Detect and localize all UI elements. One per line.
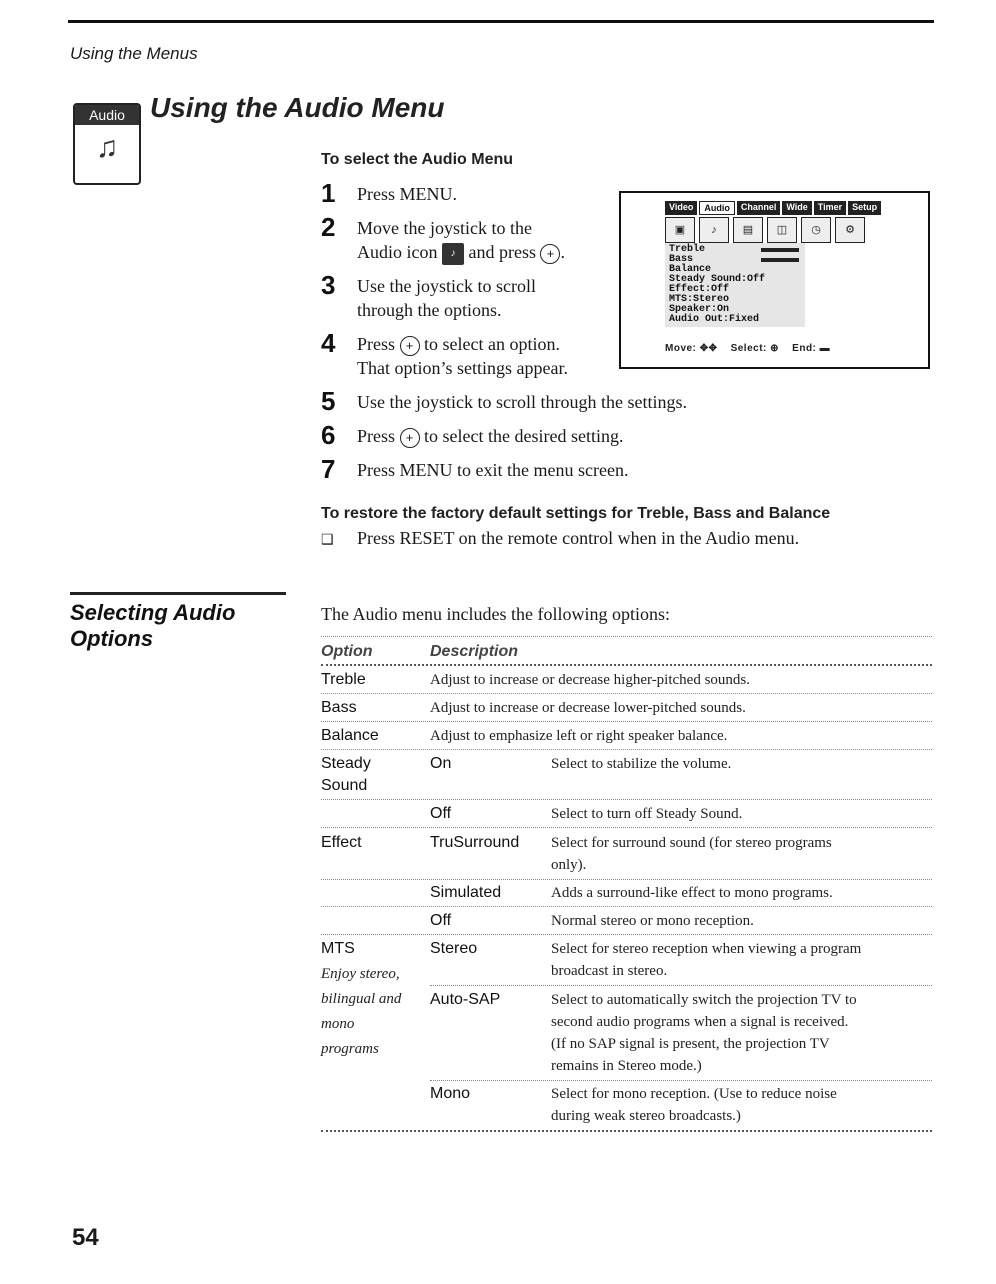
audio-icon: ♪: [442, 243, 464, 265]
select-button-icon: ⊕: [770, 343, 780, 354]
wide-icon: ◫: [767, 217, 797, 243]
joystick-button-icon: +: [540, 244, 560, 264]
table-row-description: Adjust to emphasize left or right speaker balance.: [430, 728, 728, 744]
menu-option: Speaker:On: [669, 304, 730, 315]
end-hint: End:: [792, 343, 817, 354]
step-number: 5: [321, 386, 336, 416]
section-rule: [70, 592, 286, 595]
joystick-button-icon: +: [400, 336, 420, 356]
table-rule: [321, 636, 932, 638]
step-text: Press MENU.: [357, 184, 458, 204]
step-text: Audio icon: [357, 242, 438, 262]
menu-footer: [665, 343, 830, 354]
tab-wide: Wide: [782, 201, 811, 215]
menu-option: Audio Out:Fixed: [669, 314, 760, 325]
table-row-description: Select for surround sound (for stereo programs only).: [551, 835, 832, 873]
tab-setup: Setup: [848, 201, 881, 215]
audio-menu-screen: [619, 191, 930, 369]
step-number: 1: [321, 178, 336, 208]
table-row-option: MTS: [321, 940, 355, 957]
menu-option: Effect:Off: [669, 284, 730, 295]
step-text: Press: [357, 426, 396, 446]
step-text: That option’s settings appear.: [357, 358, 568, 378]
checkbox-bullet-icon: ❑: [321, 533, 334, 548]
selecting-audio-title: [70, 600, 235, 652]
menu-tabs: [665, 201, 881, 215]
table-row-option: Treble: [321, 671, 366, 688]
table-row-option: Bass: [321, 699, 357, 716]
step-text: through the options.: [357, 300, 502, 320]
running-header: Using the Menus: [70, 44, 198, 63]
restore-instruction: [321, 528, 799, 549]
top-rule: [68, 20, 934, 23]
music-note-icon: ♫: [95, 131, 119, 164]
table-row-setting: Auto-SAP: [430, 991, 501, 1008]
setup-icon: ⚙: [835, 217, 865, 243]
menu-button-icon: ▬: [819, 343, 831, 354]
restore-text: Press RESET on the remote control when in the Audio menu.: [357, 528, 800, 548]
joystick-button-icon: +: [400, 428, 420, 448]
step-number: 7: [321, 454, 336, 484]
step-number: 2: [321, 212, 336, 242]
table-row-setting: On: [430, 755, 452, 772]
channel-icon: ▤: [733, 217, 763, 243]
title-line: Options: [70, 626, 154, 651]
step-text: .: [560, 242, 565, 262]
table-row-setting: TruSurround: [430, 834, 520, 851]
step-number: 6: [321, 420, 336, 450]
table-row-setting: Off: [430, 805, 452, 822]
move-hint: Move:: [665, 343, 697, 354]
audio-badge-label: Audio: [75, 105, 139, 125]
table-row-setting: Simulated: [430, 884, 502, 901]
table-row-description: Select to stabilize the volume.: [551, 756, 732, 772]
page-number: 54: [72, 1224, 99, 1251]
table-row-option: Effect: [321, 834, 362, 851]
table-row-setting: Stereo: [430, 940, 478, 957]
tab-audio: Audio: [699, 201, 735, 215]
step-number: 3: [321, 270, 336, 300]
column-header-description: Description: [430, 643, 519, 660]
table-rule: [321, 664, 932, 668]
menu-option: Balance: [669, 264, 712, 275]
select-audio-heading: To select the Audio Menu: [321, 151, 514, 168]
table-row-option: Steady Sound: [321, 755, 371, 794]
step-text: Press MENU to exit the menu screen.: [357, 460, 629, 480]
table-row-description: Select to turn off Steady Sound.: [551, 806, 743, 822]
table-row-description: Select to automatically switch the projection TV to second audio programs when a signal is received. (If no SAP signal is present, the projection TV remains in Stereo mode.): [551, 992, 857, 1074]
step-text: to select an option.: [424, 334, 560, 354]
column-header-option: Option: [321, 643, 373, 660]
step-number: 4: [321, 328, 336, 358]
step-text: Use the joystick to scroll through the settings.: [357, 392, 687, 412]
table-rule: [321, 1130, 932, 1134]
table-row-description: Adds a surround-like effect to mono programs.: [551, 885, 833, 901]
timer-icon: ◷: [801, 217, 831, 243]
step-text: and press: [468, 242, 536, 262]
arrows-icon: ✥✥: [699, 343, 718, 354]
video-icon: ▣: [665, 217, 695, 243]
menu-option: Steady Sound:Off: [669, 274, 766, 285]
audio-icon: ♪: [699, 217, 729, 243]
menu-options-list: [665, 243, 805, 327]
menu-option: MTS:Stereo: [669, 294, 730, 305]
table-row-setting: Mono: [430, 1085, 471, 1102]
restore-heading: To restore the factory default settings for Treble, Bass and Balance: [321, 505, 831, 522]
title-line: Selecting Audio: [70, 600, 236, 625]
select-hint: Select:: [730, 343, 767, 354]
page-title: Using the Audio Menu: [150, 92, 445, 123]
audio-menu-badge: [73, 103, 141, 185]
table-row-description: Select for mono reception. (Use to reduce noise during weak stereo broadcasts.): [551, 1086, 837, 1124]
table-row-setting: Off: [430, 912, 452, 929]
tab-timer: Timer: [814, 201, 846, 215]
menu-option: Bass: [669, 255, 801, 265]
step-text: to select the desired setting.: [424, 426, 624, 446]
tab-video: Video: [665, 201, 697, 215]
mts-note: Enjoy stereo, bilingual and mono programs: [321, 966, 402, 1057]
menu-option: Treble: [669, 245, 801, 255]
table-row-description: Adjust to increase or decrease higher-pitched sounds.: [430, 672, 751, 688]
intro-text: The Audio menu includes the following options:: [321, 604, 670, 624]
table-row-option: Balance: [321, 727, 379, 744]
step-text: Press: [357, 334, 396, 354]
table-row-description: Normal stereo or mono reception.: [551, 913, 754, 929]
step-text: Use the joystick to scroll: [357, 276, 536, 296]
menu-icons: [665, 217, 865, 243]
table-row-description: Select for stereo reception when viewing a program broadcast in stereo.: [551, 941, 862, 979]
step-text: Move the joystick to the: [357, 218, 532, 238]
table-row-description: Adjust to increase or decrease lower-pitched sounds.: [430, 700, 746, 716]
tab-channel: Channel: [737, 201, 781, 215]
